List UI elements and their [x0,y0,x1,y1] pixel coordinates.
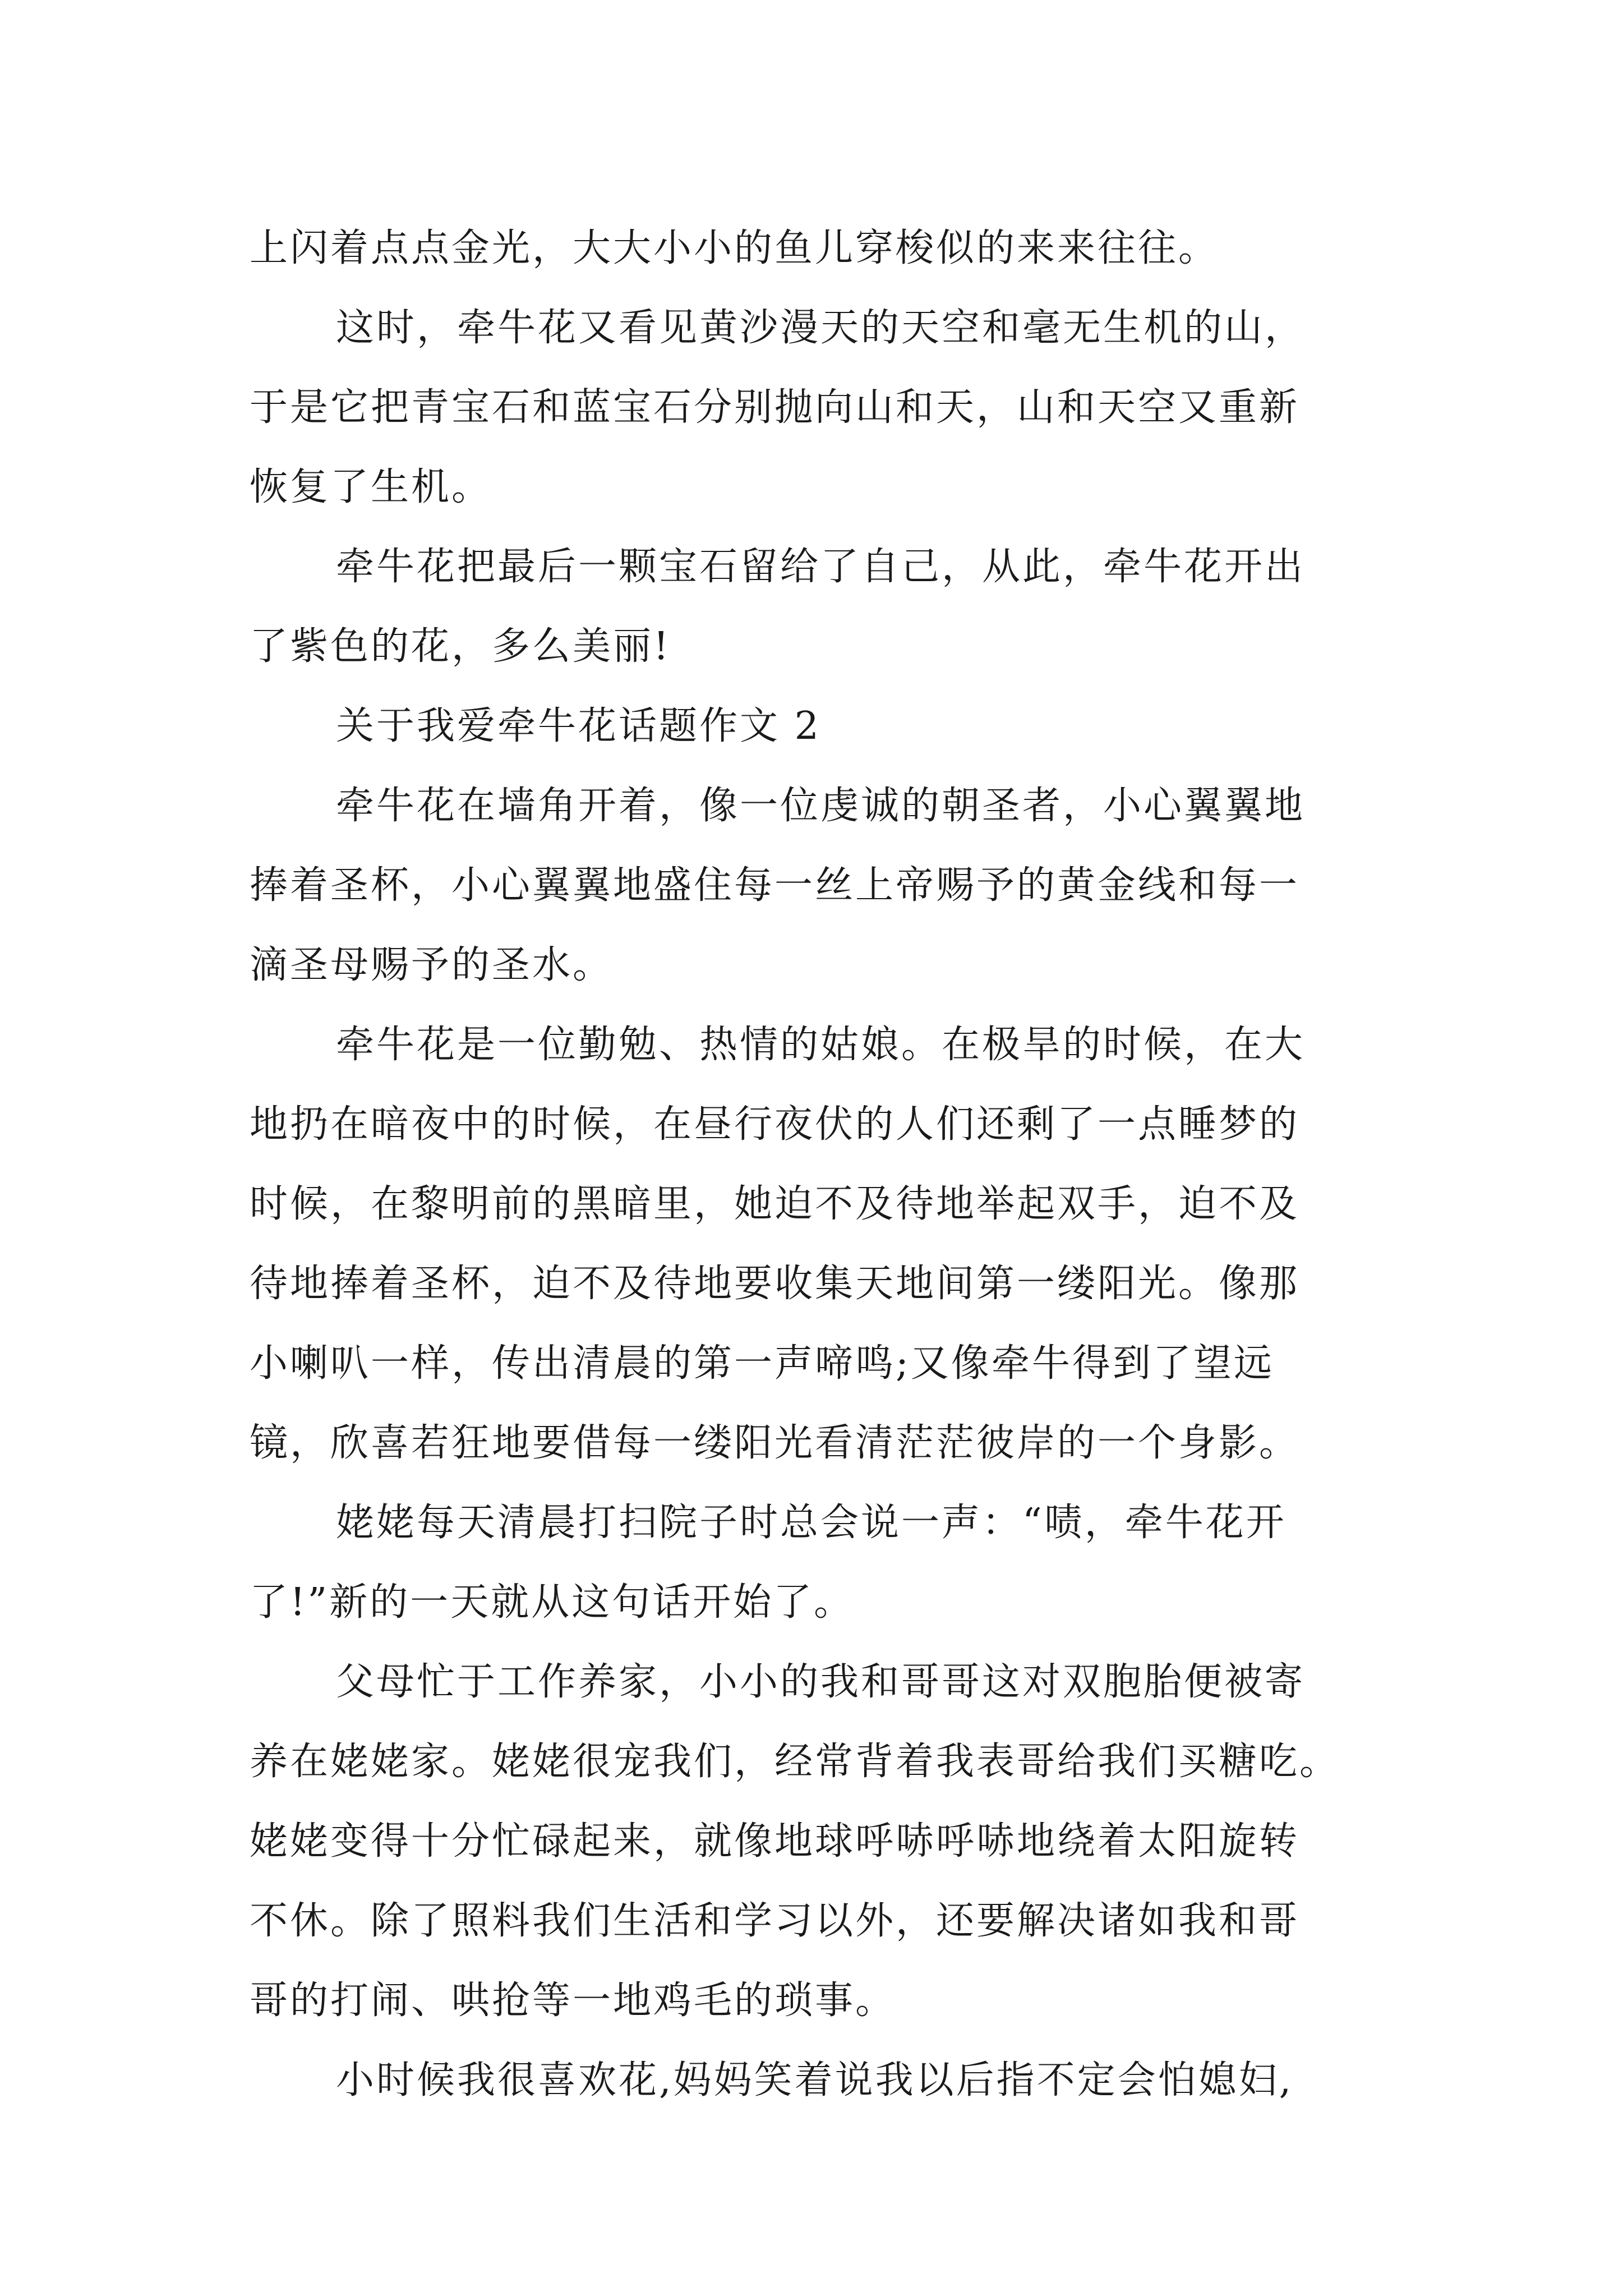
text-line: 捧着圣杯，小心翼翼地盛住每一丝上帝赐予的黄金线和每一 [250,863,1300,908]
text-line: 这时，牵牛花又看见黄沙漫天的天空和毫无生机的山， [336,306,1306,350]
text-line: 姥姥每天清晨打扫院子时总会说一声：“啧，牵牛花开 [336,1501,1287,1545]
text-line: 牵牛花把最后一颗宝石留给了自己，从此，牵牛花开出 [336,545,1306,589]
text-line: 时候，在黎明前的黑暗里，她迫不及待地举起双手，迫不及 [250,1182,1300,1226]
text-line: 镜，欣喜若狂地要借每一缕阳光看清茫茫彼岸的一个身影。 [250,1421,1300,1465]
text-line: 姥姥变得十分忙碌起来，就像地球呼哧呼哧地绕着太阳旋转 [250,1819,1300,1864]
text-line: 小时候我很喜欢花,妈妈笑着说我以后指不定会怕媳妇, [336,2058,1294,2102]
text-line: 地扔在暗夜中的时候，在昼行夜伏的人们还剩了一点睡梦的 [250,1102,1300,1147]
document-body [250,209,1394,2120]
text-line: 上闪着点点金光，大大小小的鱼儿穿梭似的来来往往。 [250,226,1219,270]
text-line: 恢复了生机。 [250,465,492,509]
text-line: 了紫色的花，多么美丽! [250,624,671,669]
text-line: 哥的打闹、哄抢等一地鸡毛的琐事。 [250,1978,896,2023]
text-line: 牵牛花是一位勤勉、热情的姑娘。在极旱的时候，在大 [336,1023,1306,1067]
text-line: 养在姥姥家。姥姥很宠我们，经常背着我表哥给我们买糖吃。 [250,1740,1340,1784]
text-line: 关于我爱牵牛花话题作文 2 [336,704,821,748]
text-line: 小喇叭一样，传出清晨的第一声啼鸣;又像牵牛得到了望远 [250,1341,1274,1386]
text-line: 了!”新的一天就从这句话开始了。 [250,1580,855,1625]
text-line: 牵牛花在墙角开着，像一位虔诚的朝圣者，小心翼翼地 [336,784,1306,828]
text-line: 不休。除了照料我们生活和学习以外，还要解决诸如我和哥 [250,1899,1300,1943]
text-line: 于是它把青宝石和蓝宝石分别抛向山和天，山和天空又重新 [250,385,1300,430]
text-line: 待地捧着圣杯，迫不及待地要收集天地间第一缕阳光。像那 [250,1262,1300,1306]
text-line: 滴圣母赐予的圣水。 [250,943,614,987]
text-line: 父母忙于工作养家，小小的我和哥哥这对双胞胎便被寄 [336,1660,1306,1704]
